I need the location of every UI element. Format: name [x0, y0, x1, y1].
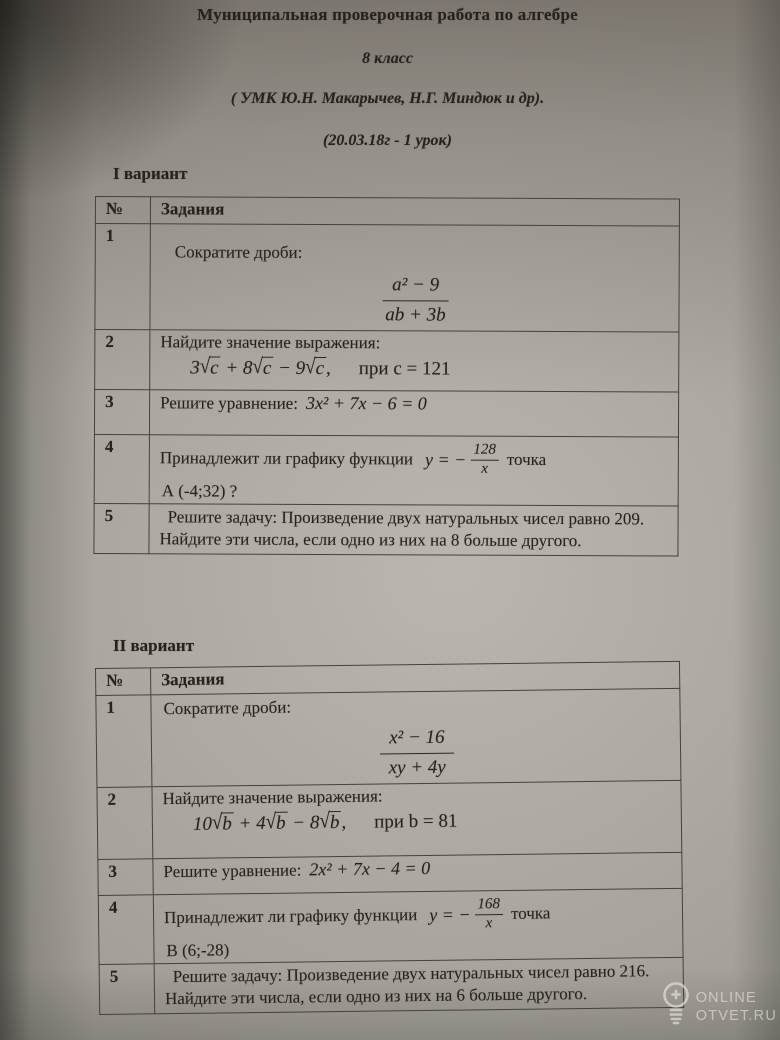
point-coordinates: А (-4;32) ? — [161, 480, 238, 501]
fraction-denominator: ab + 3b — [385, 303, 446, 326]
task-cell — [151, 689, 681, 787]
task-number: 4 — [94, 434, 149, 503]
fraction-numerator: 128 — [470, 442, 499, 461]
radicand: c — [262, 357, 274, 379]
task-cell — [152, 781, 682, 859]
grade-subtitle: 8 класс — [362, 50, 413, 67]
task-cell — [149, 503, 678, 556]
table-row — [98, 889, 683, 965]
task-cell — [153, 889, 683, 964]
sqrt-icon: √ — [211, 811, 223, 835]
task-number: 5 — [94, 503, 149, 554]
document-header — [95, 5, 680, 150]
function-task-line — [164, 894, 674, 937]
function-task-line — [160, 440, 670, 479]
column-header-number: № — [95, 197, 150, 224]
fraction — [470, 442, 499, 479]
task-cell — [149, 435, 678, 506]
watermark-line2: OTVET.RU — [695, 1008, 777, 1024]
equation: 2x² + 7x − 4 = 0 — [309, 858, 431, 880]
term-coefficient: − 9 — [273, 357, 306, 379]
term-coefficient: + 4 — [233, 813, 266, 835]
function-lhs: y = − — [425, 449, 467, 470]
task-number: 3 — [94, 390, 149, 435]
word-problem-text: Решите задачу: Произведение двух натуральных чисел равно 209. Найдите эти числа, если одно из них на 8 больше другого. — [159, 506, 645, 551]
variant-1-label: I вариант — [113, 164, 188, 183]
task-text-tail: точка — [506, 450, 547, 470]
task-text-tail: точка — [510, 904, 551, 924]
variant-1-section — [95, 164, 680, 554]
fraction-block — [160, 272, 670, 329]
radical-expression — [190, 354, 670, 381]
task-number: 5 — [99, 964, 155, 1016]
variant-2-table — [95, 661, 684, 1015]
fraction — [383, 273, 448, 328]
watermark-line1: ONLINE — [695, 989, 757, 1006]
table-row — [94, 434, 678, 505]
variant-2-table-wrap — [95, 661, 684, 1015]
radicand: c — [315, 357, 327, 379]
table-row — [96, 689, 681, 788]
sqrt-icon: √ — [305, 355, 316, 379]
column-header-number: № — [96, 668, 151, 696]
radicand: b — [222, 813, 232, 835]
radicand: c — [209, 357, 221, 379]
task-label: Найдите значение выражения: — [160, 332, 381, 353]
fraction-numerator: 168 — [474, 896, 503, 916]
fraction-numerator: a² − 9 — [383, 273, 448, 301]
comma: , — [325, 358, 331, 380]
fraction-denominator: xy + 4y — [388, 756, 446, 779]
variant-1-table — [93, 196, 680, 557]
sqrt-icon: √ — [319, 809, 331, 834]
fraction — [474, 896, 503, 933]
table-row — [94, 390, 678, 438]
task-number: 4 — [98, 895, 154, 964]
sqrt-icon: √ — [199, 354, 211, 379]
umk-subtitle: ( УМК Ю.Н. Макарычев, Н.Г. Миндюк и др). — [230, 90, 545, 107]
table-row — [97, 781, 682, 860]
term-coefficient: 3 — [190, 357, 200, 379]
task-number: 2 — [97, 787, 153, 860]
table-row — [99, 957, 684, 1015]
column-header-tasks: Задания — [150, 197, 679, 226]
variant-2-label: II вариант — [113, 636, 195, 656]
sqrt-icon: √ — [265, 810, 277, 835]
radicand: b — [329, 812, 340, 834]
variant-2-section — [95, 636, 680, 1015]
word-problem-text: Решите задачу: Произведение двух натуральных чисел равно 216. Найдите эти числа, если одно из них на 6 больше другого. — [164, 961, 650, 1009]
sqrt-icon: √ — [252, 355, 263, 379]
fraction — [380, 726, 454, 781]
task-cell — [150, 224, 679, 332]
task-number: 2 — [95, 330, 150, 390]
term-coefficient: 10 — [192, 813, 213, 836]
condition: при b = 81 — [373, 810, 458, 833]
page-content — [95, 0, 680, 1016]
variant-1-table-wrap — [93, 196, 680, 557]
task-number: 3 — [98, 859, 153, 896]
task-label: Найдите значение выражения: — [162, 786, 383, 809]
task-label: Сократите дроби: — [174, 242, 303, 262]
fraction-numerator: x² − 16 — [380, 726, 454, 755]
task-text: Принадлежит ли графику функции — [163, 905, 418, 928]
watermark — [659, 980, 777, 1034]
task-cell — [149, 390, 678, 437]
fraction-denominator: x — [485, 915, 493, 932]
fraction-block — [162, 723, 673, 784]
condition: при c = 121 — [358, 358, 451, 380]
table-row — [95, 330, 679, 393]
term-coefficient: + 8 — [220, 357, 253, 379]
task-label: Решите уравнение: — [160, 393, 299, 413]
column-header-tasks: Задания — [151, 662, 680, 695]
task-label: Сократите дроби: — [163, 697, 292, 719]
table-header-row — [95, 197, 679, 227]
term-coefficient: − 8 — [287, 812, 320, 835]
radical-expression — [193, 808, 673, 836]
task-cell — [150, 330, 679, 392]
equation: 3x² + 7x − 6 = 0 — [305, 392, 427, 414]
task-number: 1 — [95, 224, 150, 330]
comma: , — [341, 812, 347, 834]
watermark-text — [696, 989, 777, 1025]
task-label: Решите уравнение: — [163, 860, 302, 882]
date-subtitle: (20.03.18г - 1 урок) — [323, 132, 452, 149]
point-coordinates: В (6;-28) — [166, 940, 230, 961]
task-number: 1 — [96, 695, 152, 788]
task-cell — [154, 957, 684, 1014]
table-row — [95, 224, 679, 333]
document-title: Муниципальная проверочная работа по алгебре — [197, 5, 578, 24]
function-lhs: y = − — [429, 904, 471, 926]
task-text: Принадлежит ли графику функции — [159, 448, 414, 469]
table-row — [94, 503, 678, 556]
radicand: b — [275, 813, 286, 835]
fraction-denominator: x — [481, 460, 488, 477]
lightbulb-icon — [659, 980, 693, 1034]
